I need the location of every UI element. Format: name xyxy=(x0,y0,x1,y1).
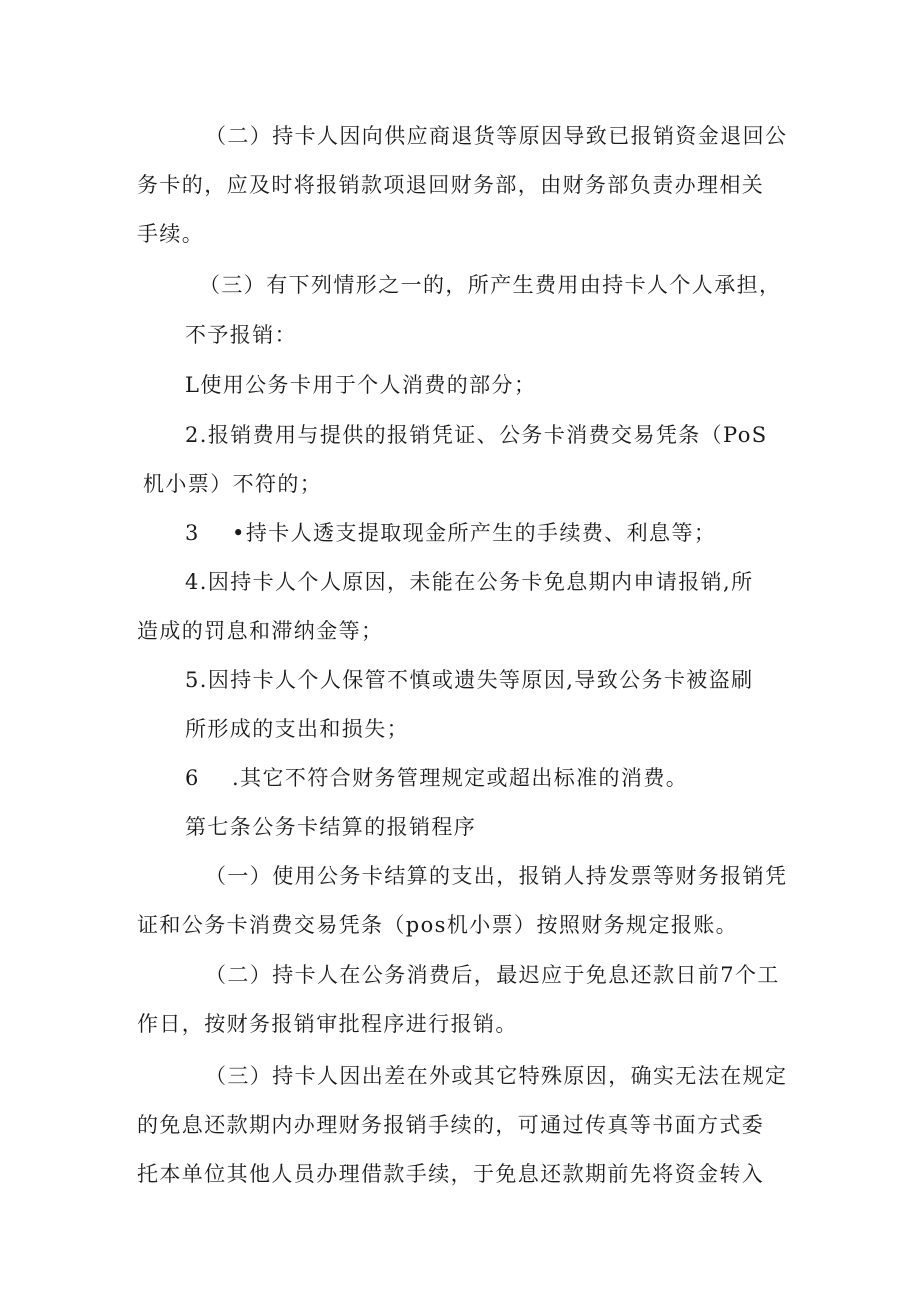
section-heading: 第七条公务卡结算的报销程序 xyxy=(185,815,477,839)
step-1-line-2: 证和公务卡消费交易凭条（pos机小票）按照财务规定报账。 xyxy=(137,913,739,937)
step-3-line-2: 的免息还款期内办理财务报销手续的，可通过传真等书面方式委 xyxy=(137,1113,765,1137)
list-item-5-line-1: 5.因持卡人个人保管不慎或遗失等原因,导致公务卡被盗刷 xyxy=(185,668,754,692)
list-item-2-line-2: 机小票）不符的； xyxy=(143,472,323,496)
list-item-4-line-2: 造成的罚息和滞纳金等； xyxy=(137,619,384,643)
list-item-2-line-1: 2.报销费用与提供的报销凭证、公务卡消费交易凭条（PoS xyxy=(185,423,768,447)
paragraph-2-line-2: 务卡的，应及时将报销款项退回财务部，由财务部负责办理相关 xyxy=(137,173,765,197)
list-item-1: L使用公务卡用于个人消费的部分； xyxy=(185,373,537,397)
step-3-line-1: （三）持卡人因出差在外或其它特殊原因，确实无法在规定 xyxy=(205,1064,788,1088)
paragraph-3-line-1: （三）有下列情形之一的，所产生费用由持卡人个人承担， xyxy=(199,273,782,297)
list-item-4-line-1: 4.因持卡人个人原因，未能在公务卡免息期内申请报销,所 xyxy=(185,570,754,594)
step-3-line-3: 托本单位其他人员办理借款手续，于免息还款期前先将资金转入 xyxy=(137,1162,765,1186)
list-item-6: 6 .其它不符合财务管理规定或超出标准的消费。 xyxy=(185,766,689,790)
list-item-3: 3 •持卡人透支提取现金所产生的手续费、利息等； xyxy=(185,521,717,545)
step-2-line-1: （二）持卡人在公务消费后，最迟应于免息还款日前7个工 xyxy=(205,963,780,987)
paragraph-3-line-2: 不予报销： xyxy=(185,323,297,347)
step-1-line-1: （一）使用公务卡结算的支出，报销人持发票等财务报销凭 xyxy=(205,864,788,888)
list-item-5-line-2: 所形成的支出和损失； xyxy=(185,717,409,741)
paragraph-2-line-3: 手续。 xyxy=(137,222,205,246)
step-2-line-2: 作日，按财务报销审批程序进行报销。 xyxy=(137,1012,518,1036)
paragraph-2-line-1: （二）持卡人因向供应商退货等原因导致已报销资金退回公 xyxy=(205,124,788,148)
